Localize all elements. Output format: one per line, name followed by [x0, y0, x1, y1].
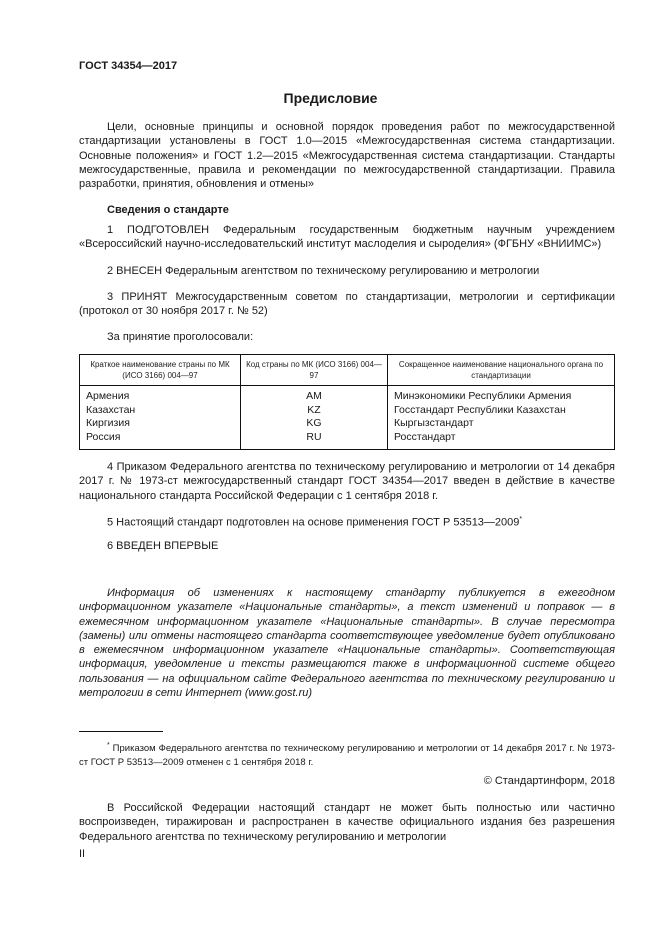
cell-country: Армения	[80, 386, 241, 404]
vote-intro: За принятие проголосовали:	[107, 331, 254, 343]
cell-country: Казахстан	[80, 404, 241, 418]
header-body: Сокращенное наименование национального органа по стандартизации	[388, 355, 615, 386]
item-3-paragraph: 3 ПРИНЯТ Межгосударственным советом по стандартизации, метрологии и сертификации (протокол от 30 ноября 2017 г. № 52)	[79, 291, 615, 318]
page-title: Предисловие	[283, 90, 378, 106]
header-code: Код страны по МК (ИСО 3166) 004—97	[241, 355, 388, 386]
cell-code: AM	[241, 386, 388, 404]
cell-body: Росстандарт	[388, 431, 615, 450]
cell-body: Кыргызстандарт	[388, 417, 615, 431]
cell-code: KZ	[241, 404, 388, 418]
item-5-paragraph	[79, 513, 615, 530]
item-5-text: 5 Настоящий стандарт подготовлен на основе применения ГОСТ Р 53513—2009	[107, 516, 520, 529]
intro-paragraph: Цели, основные принципы и основной порядок проведения работ по межгосударственной стандартизации установлены в ГОСТ 1.0—2015 «Межгосударственная система стандартизации. Основные положения» и ГОСТ 1.2—2015 «Межгосударственная система стандартизации. Стандарты межгосударственные, правила и рекомендации по межгосударственной стандартизации. Правила разработки, принятия, обновления и отмены»	[79, 121, 615, 191]
table-row	[80, 386, 615, 404]
voting-table	[79, 354, 615, 450]
item-6-paragraph: 6 ВВЕДЕН ВПЕРВЫЕ	[107, 540, 219, 552]
table-row	[80, 431, 615, 450]
rights-notice: В Российской Федерации настоящий стандарт не может быть полностью или частично воспроизведен, тиражирован и распространен в качестве официального издания без разрешения Федерального агентства по техническому регулированию и метрологии	[79, 802, 615, 843]
footnote-text: Приказом Федерального агентства по техническому регулированию и метрологии от 14 декабря 2017 г. № 1973-ст ГОСТ Р 53513—2009 отменен с 1 сентября 2018 г.	[79, 743, 615, 768]
info-note: Информация об изменениях к настоящему стандарту публикуется в ежегодном информационном указателе «Национальные стандарты», а текст изменений и поправок — в ежемесячном информационном указателе «Национальные стандарты». В случае пересмотра (замены) или отмены настоящего стандарта соответствующее уведомление будет опубликовано в ежемесячном информационном указателе «Национальные стандарты». Соответствующая информация, уведомление и тексты размещаются также в информационной системе общего пользования — на официальном сайте Федерального агентства по техническому регулированию и метрологии в сети Интернет (www.gost.ru)	[79, 587, 615, 700]
item-1-paragraph: 1 ПОДГОТОВЛЕН Федеральным государственным бюджетным научным учреждением «Всероссийский научно-исследовательский институт маслоделия и сыроделия» (ФГБНУ «ВНИИМС»)	[79, 224, 615, 251]
page-number: II	[79, 848, 86, 860]
cell-code: RU	[241, 431, 388, 450]
section-heading: Сведения о стандарте	[107, 204, 229, 216]
cell-country: Киргизия	[80, 417, 241, 431]
table-row	[80, 417, 615, 431]
cell-code: KG	[241, 417, 388, 431]
footnote-mark: *	[107, 742, 110, 749]
cell-body: Минэкономики Республики Армения	[388, 386, 615, 404]
item-4-paragraph: 4 Приказом Федерального агентства по техническому регулированию и метрологии от 14 декабря 2017 г. № 1973-ст межгосударственный стандарт ГОСТ 34354—2017 введен в действие в качестве национального стандарта Российской Федерации с 1 сентября 2018 г.	[79, 461, 615, 502]
cell-country: Россия	[80, 431, 241, 450]
footnote-divider	[79, 731, 163, 732]
footnote-marker: *	[519, 516, 523, 523]
item-2-paragraph: 2 ВНЕСЕН Федеральным агентством по техническому регулированию и метрологии	[107, 265, 540, 277]
footnote	[79, 739, 615, 769]
document-id-header: ГОСТ 34354—2017	[79, 60, 178, 72]
header-country: Краткое наименование страны по МК (ИСО 3166) 004—97	[80, 355, 241, 386]
table-header-row	[80, 355, 615, 386]
cell-body: Госстандарт Республики Казахстан	[388, 404, 615, 418]
table-row	[80, 404, 615, 418]
copyright: © Стандартинформ, 2018	[483, 775, 615, 787]
